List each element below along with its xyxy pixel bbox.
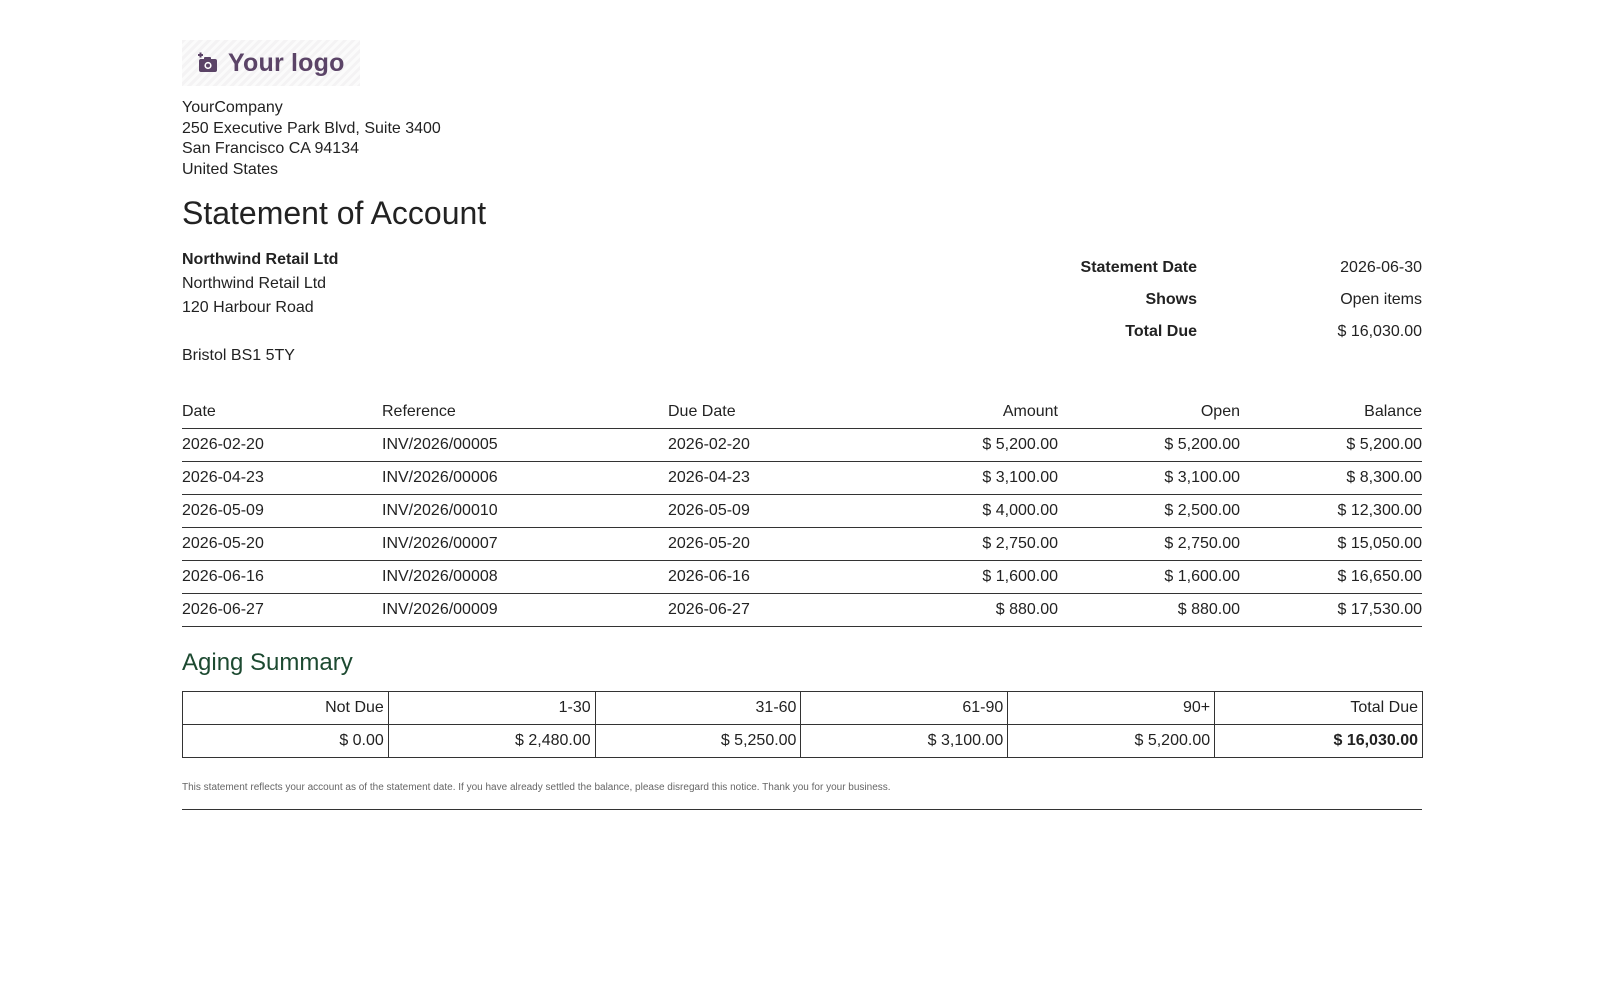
aging-header-90-plus: 90+ — [1008, 692, 1215, 725]
total-due-value: $ 16,030.00 — [1337, 323, 1422, 341]
cell-due-date: 2026-04-23 — [668, 462, 868, 495]
cell-amount: $ 3,100.00 — [868, 462, 1058, 495]
aging-value-31-60: $ 5,250.00 — [595, 725, 801, 758]
statement-date-label: Statement Date — [1080, 259, 1197, 277]
table-row — [182, 561, 1422, 594]
cell-amount: $ 2,750.00 — [868, 528, 1058, 561]
cell-reference: INV/2026/00006 — [382, 462, 668, 495]
cell-balance: $ 8,300.00 — [1240, 462, 1422, 495]
cell-balance: $ 5,200.00 — [1240, 429, 1422, 462]
cell-due-date: 2026-06-27 — [668, 594, 868, 627]
cell-open: $ 1,600.00 — [1058, 561, 1240, 594]
column-header-balance: Balance — [1240, 396, 1422, 429]
cell-amount: $ 5,200.00 — [868, 429, 1058, 462]
aging-header-row — [183, 692, 1423, 725]
statement-date-row — [1042, 252, 1422, 284]
partner-address — [182, 248, 338, 368]
total-due-row — [1042, 316, 1422, 348]
shows-row — [1042, 284, 1422, 316]
aging-values-row — [183, 725, 1423, 758]
statement-date-value: 2026-06-30 — [1340, 259, 1422, 277]
cell-amount: $ 4,000.00 — [868, 495, 1058, 528]
aging-header-31-60: 31-60 — [595, 692, 801, 725]
total-due-label: Total Due — [1125, 323, 1197, 341]
shows-label: Shows — [1145, 291, 1197, 309]
cell-date: 2026-04-23 — [182, 462, 382, 495]
company-address-line: 250 Executive Park Blvd, Suite 3400 — [182, 119, 441, 137]
company-address-line: San Francisco CA 94134 — [182, 140, 359, 157]
cell-due-date: 2026-02-20 — [668, 429, 868, 462]
cell-open: $ 880.00 — [1058, 594, 1240, 627]
camera-add-icon — [194, 50, 220, 76]
cell-balance: $ 15,050.00 — [1240, 528, 1422, 561]
statement-header — [182, 248, 1422, 386]
table-row — [182, 495, 1422, 528]
cell-due-date: 2026-05-09 — [668, 495, 868, 528]
cell-date: 2026-06-16 — [182, 561, 382, 594]
aging-value-1-30: $ 2,480.00 — [388, 725, 595, 758]
column-header-amount: Amount — [868, 396, 1058, 429]
cell-balance: $ 16,650.00 — [1240, 561, 1422, 594]
footer-note: This statement reflects your account as of the statement date. If you have already settled the balance, please disregard this notice. Thank you for your business. — [182, 782, 891, 794]
column-header-open: Open — [1058, 396, 1240, 429]
aging-value-61-90: $ 3,100.00 — [801, 725, 1008, 758]
cell-open: $ 3,100.00 — [1058, 462, 1240, 495]
statement-lines-table — [182, 396, 1422, 627]
aging-header-1-30: 1-30 — [388, 692, 595, 725]
partner-street: 120 Harbour Road — [182, 299, 314, 317]
cell-reference: INV/2026/00007 — [382, 528, 668, 561]
cell-amount: $ 1,600.00 — [868, 561, 1058, 594]
cell-date: 2026-05-20 — [182, 528, 382, 561]
cell-due-date: 2026-06-16 — [668, 561, 868, 594]
cell-reference: INV/2026/00005 — [382, 429, 668, 462]
cell-date: 2026-06-27 — [182, 594, 382, 627]
company-address — [182, 98, 1422, 180]
aging-summary-title: Aging Summary — [182, 649, 353, 677]
cell-date: 2026-05-09 — [182, 495, 382, 528]
page-title: Statement of Account — [182, 195, 487, 231]
statement-info — [1042, 252, 1422, 348]
column-header-date: Date — [182, 396, 382, 429]
column-header-due-date: Due Date — [668, 396, 868, 429]
cell-open: $ 2,500.00 — [1058, 495, 1240, 528]
company-name: YourCompany — [182, 99, 283, 116]
company-logo — [182, 40, 360, 86]
cell-open: $ 5,200.00 — [1058, 429, 1240, 462]
table-row — [182, 429, 1422, 462]
logo-text: Your logo — [228, 48, 345, 77]
table-row — [182, 462, 1422, 495]
table-row — [182, 528, 1422, 561]
cell-reference: INV/2026/00010 — [382, 495, 668, 528]
cell-open: $ 2,750.00 — [1058, 528, 1240, 561]
aging-summary-table — [182, 691, 1423, 758]
cell-date: 2026-02-20 — [182, 429, 382, 462]
cell-reference: INV/2026/00009 — [382, 594, 668, 627]
cell-balance: $ 17,530.00 — [1240, 594, 1422, 627]
cell-amount: $ 880.00 — [868, 594, 1058, 627]
aging-header-total-due: Total Due — [1215, 692, 1423, 725]
aging-value-90-plus: $ 5,200.00 — [1008, 725, 1215, 758]
partner-name: Northwind Retail Ltd — [182, 275, 327, 293]
statement-page — [182, 40, 1422, 810]
footer-divider — [182, 809, 1422, 810]
table-header-row — [182, 396, 1422, 429]
cell-reference: INV/2026/00008 — [382, 561, 668, 594]
partner-city: Bristol BS1 5TY — [182, 347, 295, 365]
shows-value: Open items — [1340, 291, 1422, 309]
column-header-reference: Reference — [382, 396, 668, 429]
company-address-line: United States — [182, 160, 279, 178]
aging-value-not-due: $ 0.00 — [183, 725, 389, 758]
aging-value-total-due: $ 16,030.00 — [1215, 725, 1423, 758]
aging-header-61-90: 61-90 — [801, 692, 1008, 725]
aging-header-not-due: Not Due — [183, 692, 389, 725]
partner-display-name: Northwind Retail Ltd — [182, 251, 339, 269]
table-row — [182, 594, 1422, 627]
cell-due-date: 2026-05-20 — [668, 528, 868, 561]
cell-balance: $ 12,300.00 — [1240, 495, 1422, 528]
